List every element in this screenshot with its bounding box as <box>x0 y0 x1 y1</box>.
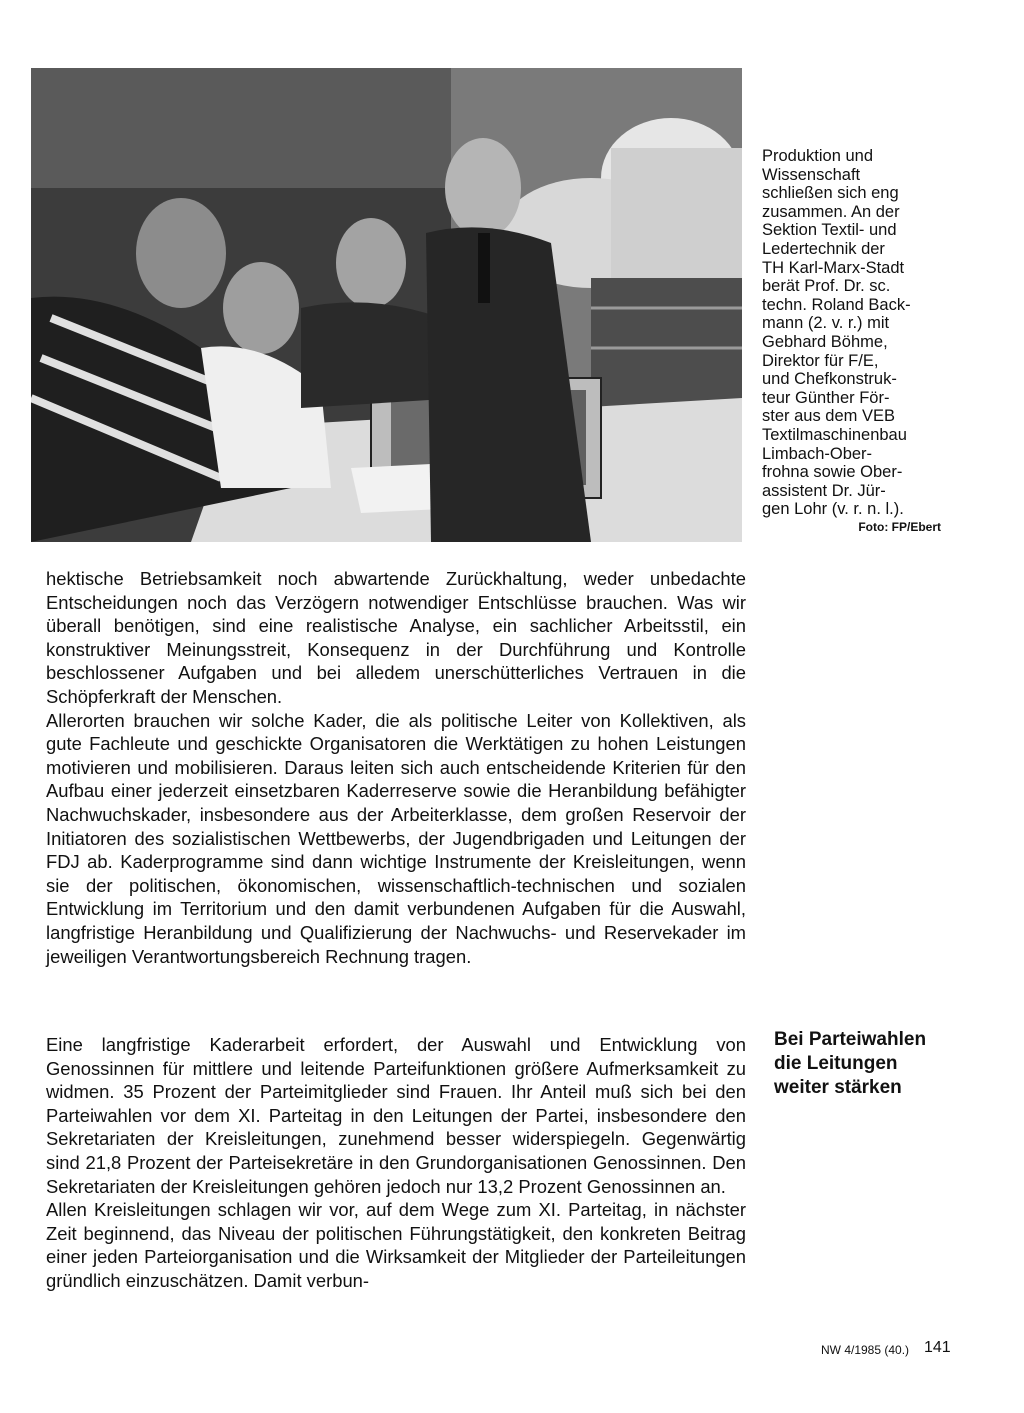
photo-caption: Produktion und Wissenschaft schließen sich eng zusammen. An der Sektion Textil- und Ledertechnik der TH Karl-Marx-Stadt berät Prof. Dr. sc. techn. Roland Back- mann (2. v. r.) mit Gebhard Böhme, Direktor für F/E, und Chefkonstruk- teur Günther För- ster aus dem VEB Textilmaschinenbau Limbach-Ober- frohna sowie Ober- assistent Dr. Jür- gen Lohr (v. r. n. l.). <box>762 147 911 519</box>
page-number: 141 <box>924 1339 951 1356</box>
paragraph: Allerorten brauchen wir solche Kader, die als politische Leiter von Kollektiven, als gute Fachleute und geschickte Organisatoren die Werktätigen zu hohen Leistungen motivieren und mobilisieren. Daraus leiten sich auch entscheidende Kriterien für den Aufbau einer jederzeit einsetzbaren Kaderreserve sowie die Heranbildung befähigter Nachwuchskader, insbesondere aus der Arbeiterklasse, dem großen Reservoir der Initiatoren des sozialistischen Wettbewerbs, der Jugendbrigaden und Leitungen der FDJ ab. Kaderprogramme sind dann wichtige Instrumente der Kreisleitungen, wenn sie der politischen, ökonomischen, wissenschaftlich-technischen und sozialen Entwicklung im Territorium und den damit verbundenen Aufgaben für die Auswahl, langfristige Heranbildung und Qualifizierung der Nachwuchs- und Reservekader im jeweiligen Verantwortungsbereich Rechnung tragen. <box>46 709 746 967</box>
side-heading: Bei Parteiwahlen die Leitungen weiter stärken <box>774 1029 927 1098</box>
photo-illustration <box>31 68 742 542</box>
paragraph: hektische Betriebsamkeit noch abwartende Zurückhaltung, weder unbedachte Entscheidungen noch das Verzögern notwendiger Entschlüsse brauchen. Was wir überall benötigen, sind eine realistische Analyse, ein sachlicher Arbeitsstil, ein konstruktiver Meinungsstreit, Konsequenz in der Durchführung und Kontrolle beschlossener Aufgaben und bei alledem unerschütterliches Vertrauen in die Schöpferkraft der Menschen. <box>46 568 746 707</box>
photo-credit: Foto: FP/Ebert <box>858 520 941 534</box>
article-text-block-1 <box>46 567 746 968</box>
photo <box>31 68 742 542</box>
issue-reference: NW 4/1985 (40.) <box>821 1343 910 1357</box>
article-text-block-2 <box>46 1033 746 1293</box>
paragraph: Eine langfristige Kaderarbeit erfordert, der Auswahl und Entwicklung von Genossinnen für mittlere und leitende Parteifunktionen größere Aufmerksamkeit zu widmen. 35 Prozent der Parteimitglieder sind Frauen. Ihr Anteil muß sich bei den Parteiwahlen vor dem XI. Parteitag in den Leitungen der Partei, insbesondere den Sekretariaten der Kreisleitungen, zunehmend besser widerspiegeln. Gegenwärtig sind 21,8 Prozent der Parteisekretäre in den Grundorganisationen Genossinnen. Den Sekretariaten der Kreisleitungen gehören jedoch nur 13,2 Prozent Genossinnen an. <box>46 1034 746 1197</box>
paragraph: Allen Kreisleitungen schlagen wir vor, auf dem Wege zum XI. Parteitag, in nächster Zeit beginnend, das Niveau der politischen Führungstätigkeit, den konkreten Beitrag einer jeden Parteiorganisation und die Wirksamkeit der Mitglieder der Parteileitungen gründlich einzuschätzen. Damit verbun- <box>46 1199 746 1291</box>
